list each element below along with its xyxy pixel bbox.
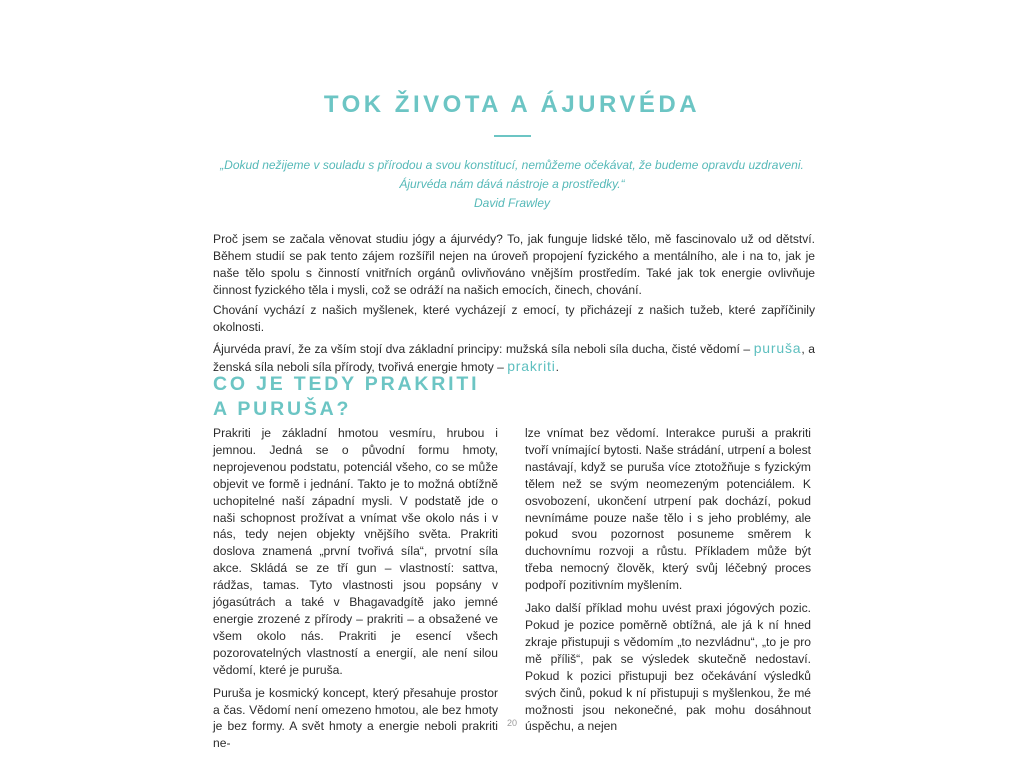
left-column bbox=[213, 425, 498, 758]
section-heading-line-1: CO JE TEDY PRAKRITI bbox=[213, 373, 480, 395]
quote-author: David Frawley bbox=[473, 196, 551, 210]
right-paragraph-2: Jako další příklad mohu uvést praxi jógových pozic. Pokud je pozice poměrně obtížná, ale já k ní hned zkraje přistupuji s vědomím „to nezvládnu“, „to je pro mě příliš“, pak se výsledek skutečně nedostaví. Pokud k pozici přistupuji bez očekávání výsledků svých činů, pokud k ní přistupuji s myšlenkou, že mé možnosti jsou nekonečné, pak mohu dosáhnout úspěchu, a nejen bbox=[525, 601, 811, 734]
title-divider bbox=[494, 135, 531, 137]
intro-paragraph-3 bbox=[213, 340, 815, 376]
page-title: TOK ŽIVOTA A ÁJURVÉDA bbox=[323, 91, 701, 118]
intro-p3-part-c: . bbox=[555, 359, 559, 374]
quote-line-1: „Dokud nežijeme v souladu s přírodou a svou konstitucí, nemůžeme očekávat, že budeme opravdu uzdraveni. bbox=[220, 158, 804, 172]
intro-p3-part-a: Ájurvéda praví, že za vším stojí dva základní principy: mužská síla neboli síla ducha, čisté vědomí – bbox=[213, 341, 754, 356]
intro-p3-part-b: , a ženská síla neboli síla přírody, tvořivá energie hmoty – bbox=[213, 341, 815, 374]
section-heading-line-2: A PURUŠA? bbox=[213, 398, 352, 420]
right-column bbox=[525, 425, 811, 741]
quote-line-2: Ájurvéda nám dává nástroje a prostředky.“ bbox=[399, 177, 625, 191]
term-prakriti: prakriti bbox=[507, 357, 556, 374]
section-heading bbox=[213, 372, 573, 422]
left-paragraph-2: Puruša je kosmický koncept, který přesahuje prostor a čas. Vědomí není omezeno hmotou, ale bez hmoty je bez formy. A svět hmoty a energie neboli prakriti ne- bbox=[213, 685, 498, 751]
left-paragraph-1: Prakriti je základní hmotou vesmíru, hrubou i jemnou. Jedná se o původní formu hmoty, neprojevenou podstatu, potenciál všeho, co se může objevit ve formě i jednání. Takto je to možná obtížně uchopitelné naší západní mysli. V podstatě jde o naši schopnost prožívat a vnímat vše okolo nás i v nás, tedy nejen objekty vnějšího světa. Prakriti doslova znamená „první tvořivá síla“, prvotní síla akce. Skládá se ze tří gun – vlastností: sattva, rádžas, tamas. Tyto vlastnosti jsou popsány v jógasútrách a také v Bhagavadgítě jako jemné energie zrozené z přírody – prakriti – a obsažené ve všem okolo nás. Prakriti je esencí všech pozorovatelných vlastností a energií, ale není silou vědomí, které je puruša. bbox=[213, 426, 498, 677]
intro-paragraph-2: Chování vychází z našich myšlenek, které vycházejí z emocí, ty přicházejí z našich tužeb, které zapříčinily okolnosti. bbox=[213, 303, 815, 335]
page-number: 20 bbox=[506, 718, 517, 728]
right-paragraph-1: lze vnímat bez vědomí. Interakce puruši a prakriti tvoří vnímající bytosti. Naše strádání, utrpení a bolest nastávají, když se puruša více ztotožňuje s fyzickým tělem než se svým neomezeným potenciálem. K osvobození, ukončení utrpení pak dochází, pokud nevnímáme pouze naše tělo i s jeho problémy, ale pokud svou pozornost posuneme směrem k duchovnímu rozvoji a růstu. Příkladem může být třeba nemocný člověk, který svůj léčebný proces podpoří pozitivním myšlením. bbox=[525, 426, 811, 593]
epigraph-quote bbox=[200, 156, 824, 213]
intro-paragraph-1: Proč jsem se začala věnovat studiu jógy a ájurvédy? To, jak funguje lidské tělo, mě fascinovalo už od dětství. Během studií se pak tento zájem rozšířil nejen na úroveň propojení fyzického a mentálního, ale i na to, jak je naše tělo spolu s činností vnitřních orgánů ovlivňováno vnějším prostředím. Také jak tok energie ovlivňuje činnost fyzického těla i mysli, což se odráží na našich emocích, činech, chování. bbox=[213, 232, 815, 298]
term-purusa: puruša bbox=[753, 339, 802, 356]
intro-text bbox=[213, 231, 815, 379]
